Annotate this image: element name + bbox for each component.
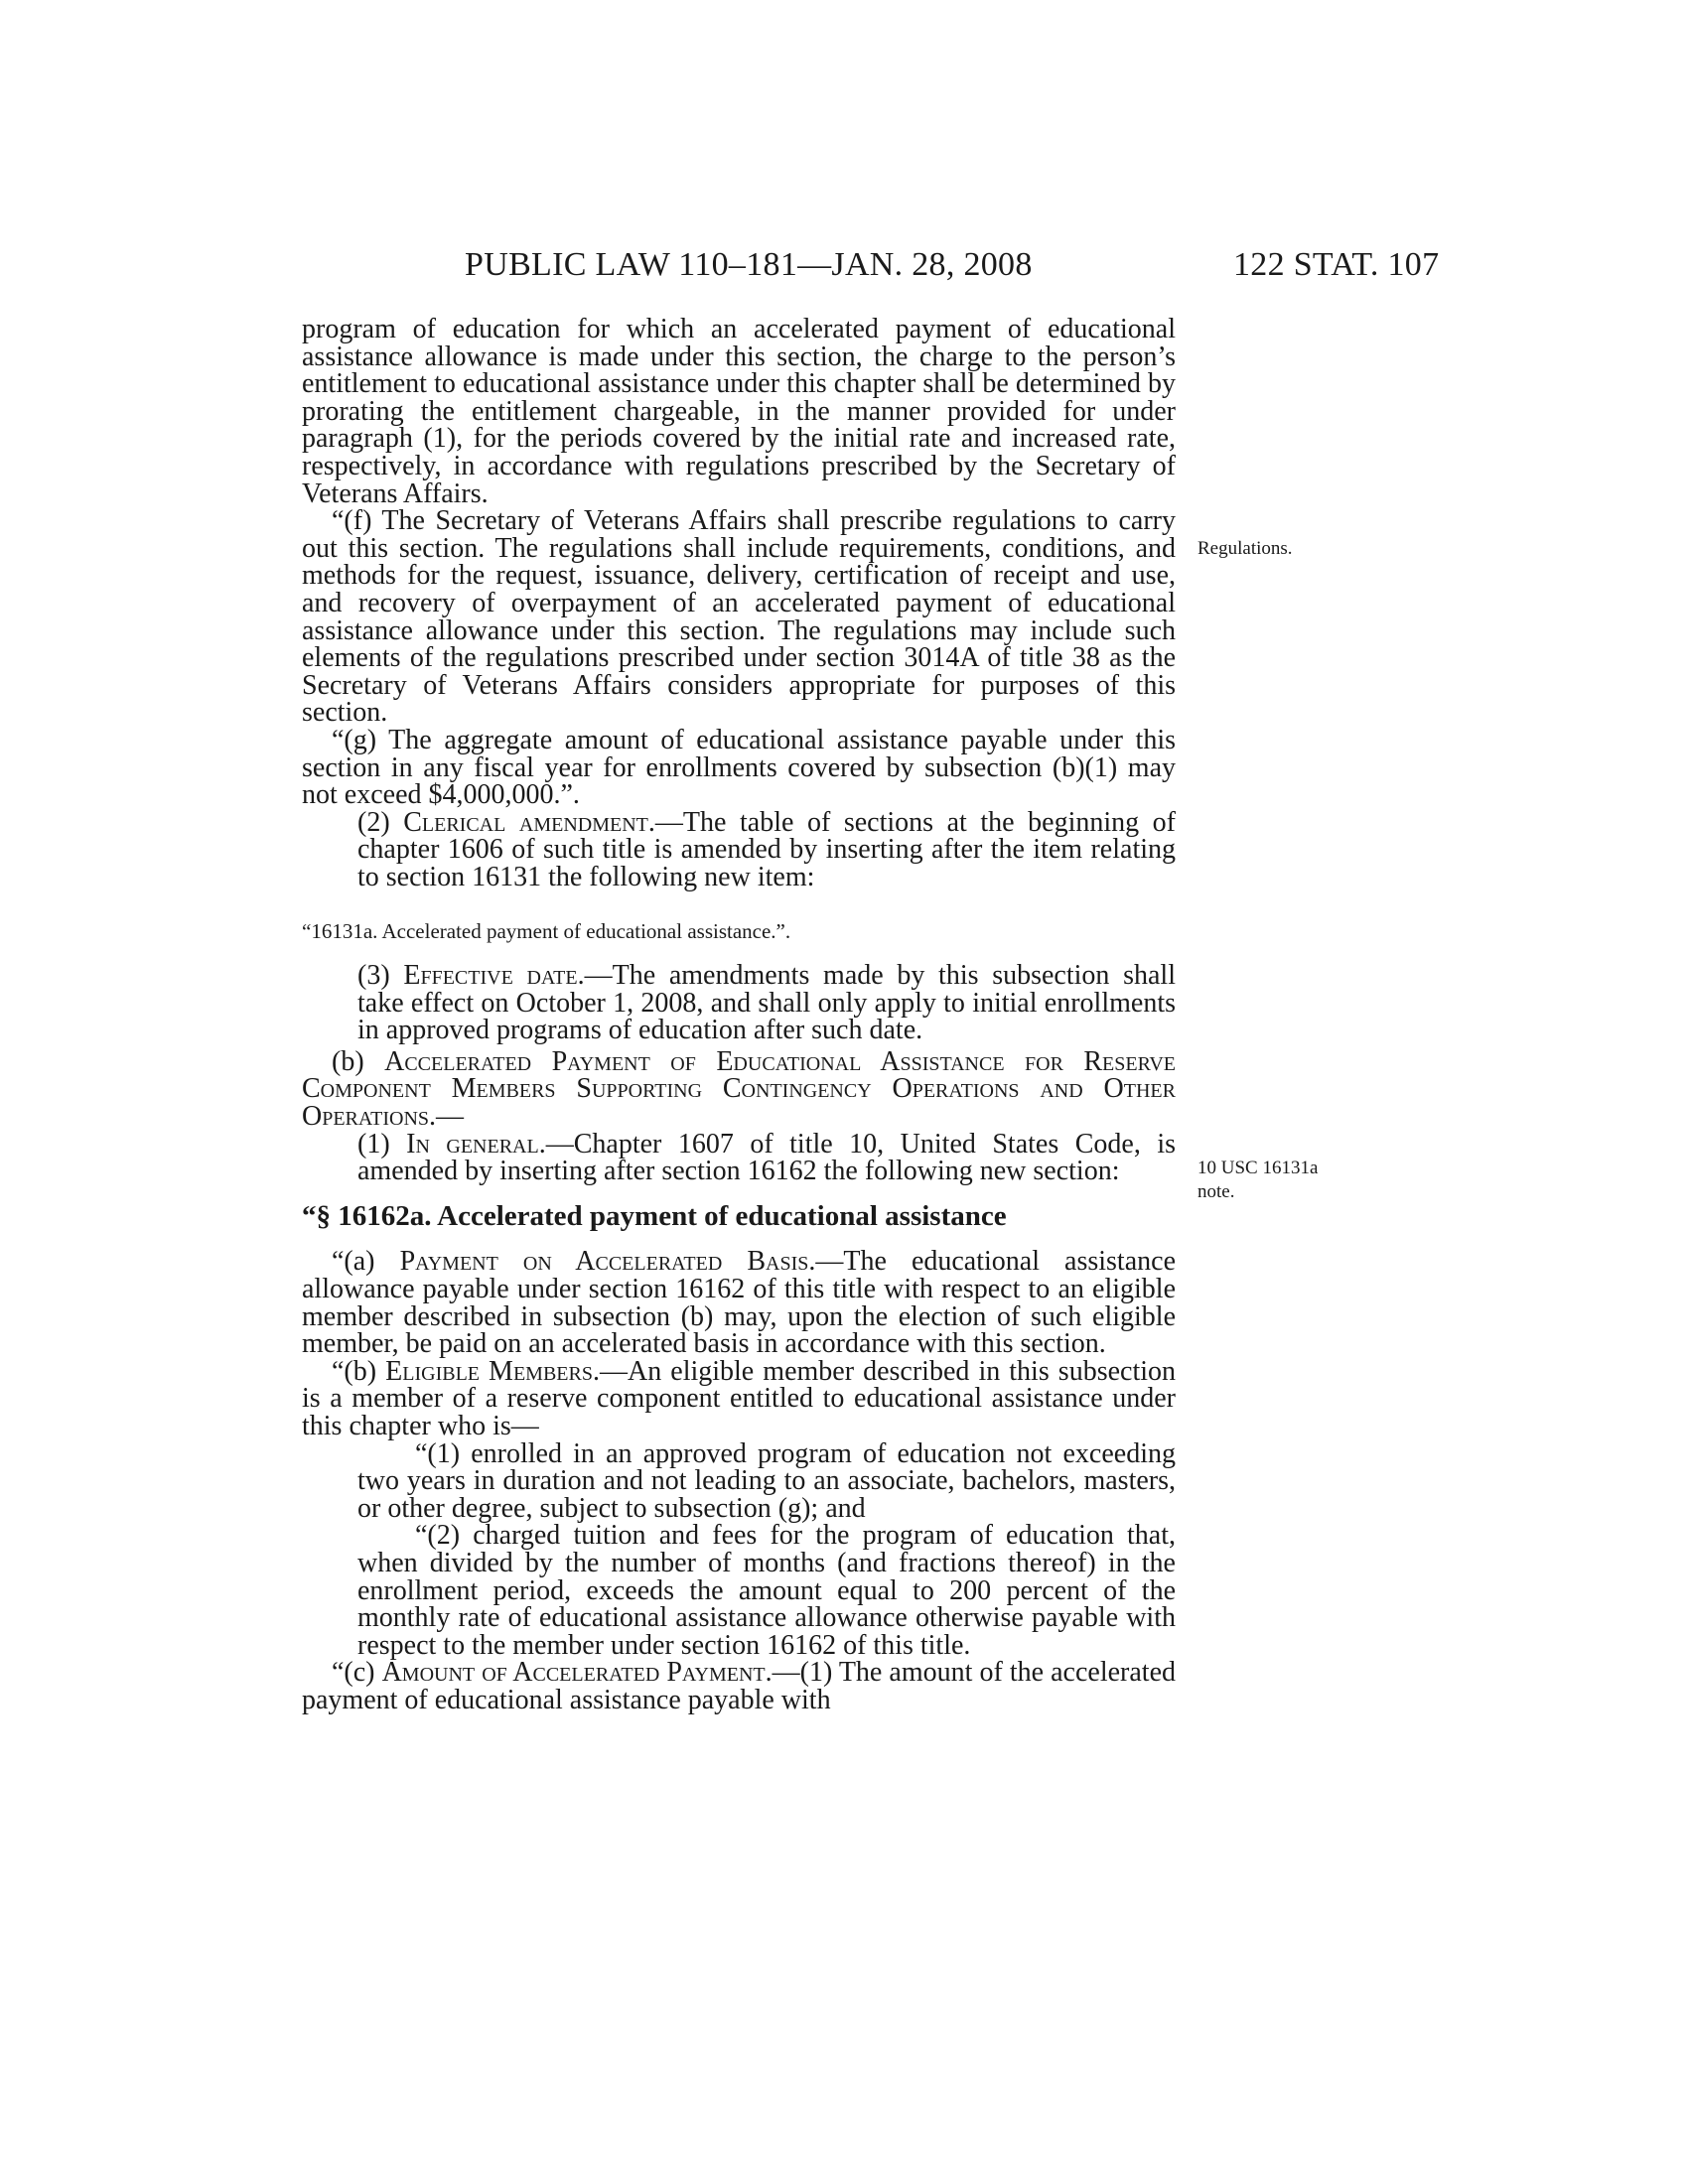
paragraph-number: (2) (357, 806, 404, 838)
paragraph-heading: Amount of Accelerated Payment (381, 1657, 766, 1689)
paragraph-g: “(g) The aggregate amount of educational assistance payable under this section in any fiscal year for enrollments covered by subsection (b)(1) may not exceed $4,000,000.”. (302, 724, 1176, 811)
subsection-b (302, 1045, 1176, 1133)
paragraph-clerical-amendment (357, 806, 1177, 892)
paragraph-number: “(b) (332, 1355, 386, 1387)
margin-note-usc-line2: note. (1197, 1181, 1235, 1202)
paragraph-text: .—The table of sections at the beginning of chapter 1606 of such title is amended by inserting after the item relating to section 16131 the following new item: (357, 806, 1177, 892)
paragraph-heading: In general (406, 1128, 539, 1160)
statute-body (302, 316, 1176, 1714)
clause-b-2: “(2) charged tuition and fees for the program of education that, when divided by the number of months (and fractions thereof) in the enrollment period, exceeds the amount equal to 200 percent of the monthly rate of educational assistance allowance otherwise payable with respect to the member under section 16162 of this title. (357, 1520, 1176, 1661)
new-subsection-c (302, 1659, 1176, 1713)
paragraph-heading: Clerical amendment (403, 806, 648, 838)
paragraph-in-general (357, 1128, 1176, 1187)
paragraph-text: .—Chapter 1607 of title 10, United States Code, is amended by inserting after section 16162 the following new section: (357, 1128, 1176, 1187)
new-subsection-a (302, 1246, 1176, 1360)
table-of-sections-item: “16131a. Accelerated payment of educational assistance.”. (302, 919, 791, 944)
statute-page-number: 122 STAT. 107 (1233, 246, 1440, 283)
paragraph-continued: program of education for which an accelerated payment of educational assistance allowance is made under this section, the charge to the person’s entitlement to educational assistance under this chapter shall be determined by prorating the entitlement chargeable, in the manner provided for under paragraph (1), for the periods covered by the initial rate and increased rate, respectively, in accordance with regulations prescribed by the Secretary of Veterans Affairs. (302, 314, 1176, 509)
paragraph-text: .—(1) The amount of the accelerated payment of educational assistance payable with (302, 1657, 1176, 1715)
running-header (0, 246, 1688, 286)
paragraph-heading: Payment on Accelerated Basis (399, 1246, 809, 1278)
margin-note-regulations: Regulations. (1197, 538, 1293, 559)
paragraph-number: (b) (332, 1045, 385, 1077)
paragraph-number: (3) (357, 960, 404, 992)
section-heading: “§ 16162a. Accelerated payment of educational assistance (302, 1199, 1007, 1232)
new-subsection-b (302, 1355, 1177, 1441)
paragraph-heading: Eligible Members (385, 1355, 593, 1387)
paragraph-text: .—An eligible member described in this subsection is a member of a reserve component entitled to educational assistance under this chapter who is— (302, 1355, 1177, 1441)
paragraph-effective-date (357, 962, 1176, 1044)
paragraph-text: .— (429, 1101, 465, 1133)
clause-b-1: “(1) enrolled in an approved program of education not exceeding two years in duration and not leading to an associate, bachelors, masters, or other degree, subject to subsection (g); and (357, 1437, 1176, 1524)
paragraph-number: “(c) (332, 1657, 382, 1689)
public-law-title: PUBLIC LAW 110–181—JAN. 28, 2008 (465, 246, 1033, 283)
margin-note-usc-citation (1197, 1157, 1318, 1204)
margin-note-usc-line1: 10 USC 16131a (1197, 1158, 1319, 1178)
paragraph-text: .—The amendments made by this subsection shall take effect on October 1, 2008, and shall only apply to initial enrollments in approved programs of education after such date. (357, 960, 1176, 1046)
paragraph-number: “(a) (332, 1246, 400, 1278)
paragraph-heading: Effective date (403, 960, 578, 992)
paragraph-heading: Accelerated Payment of Educational Assistance for Reserve Component Members Supporting Contingency Operations and Other Operations (302, 1045, 1176, 1133)
paragraph-number: (1) (357, 1128, 407, 1160)
paragraph-f: “(f) The Secretary of Veterans Affairs shall prescribe regulations to carry out this section. The regulations shall include requirements, conditions, and methods for the request, issuance, delivery, certification of receipt and use, and recovery of overpayment of an accelerated payment of educational assistance allowance under this section. The regulations may include such elements of the regulations prescribed under section 3014A of title 38 as the Secretary of Veterans Affairs considers appropriate for purposes of this section. (302, 505, 1176, 729)
paragraph-text: .—The educational assistance allowance payable under section 16162 of this title with respect to an eligible member described in subsection (b) may, upon the election of such eligible member, be paid on an accelerated basis in accordance with this section. (302, 1246, 1176, 1360)
